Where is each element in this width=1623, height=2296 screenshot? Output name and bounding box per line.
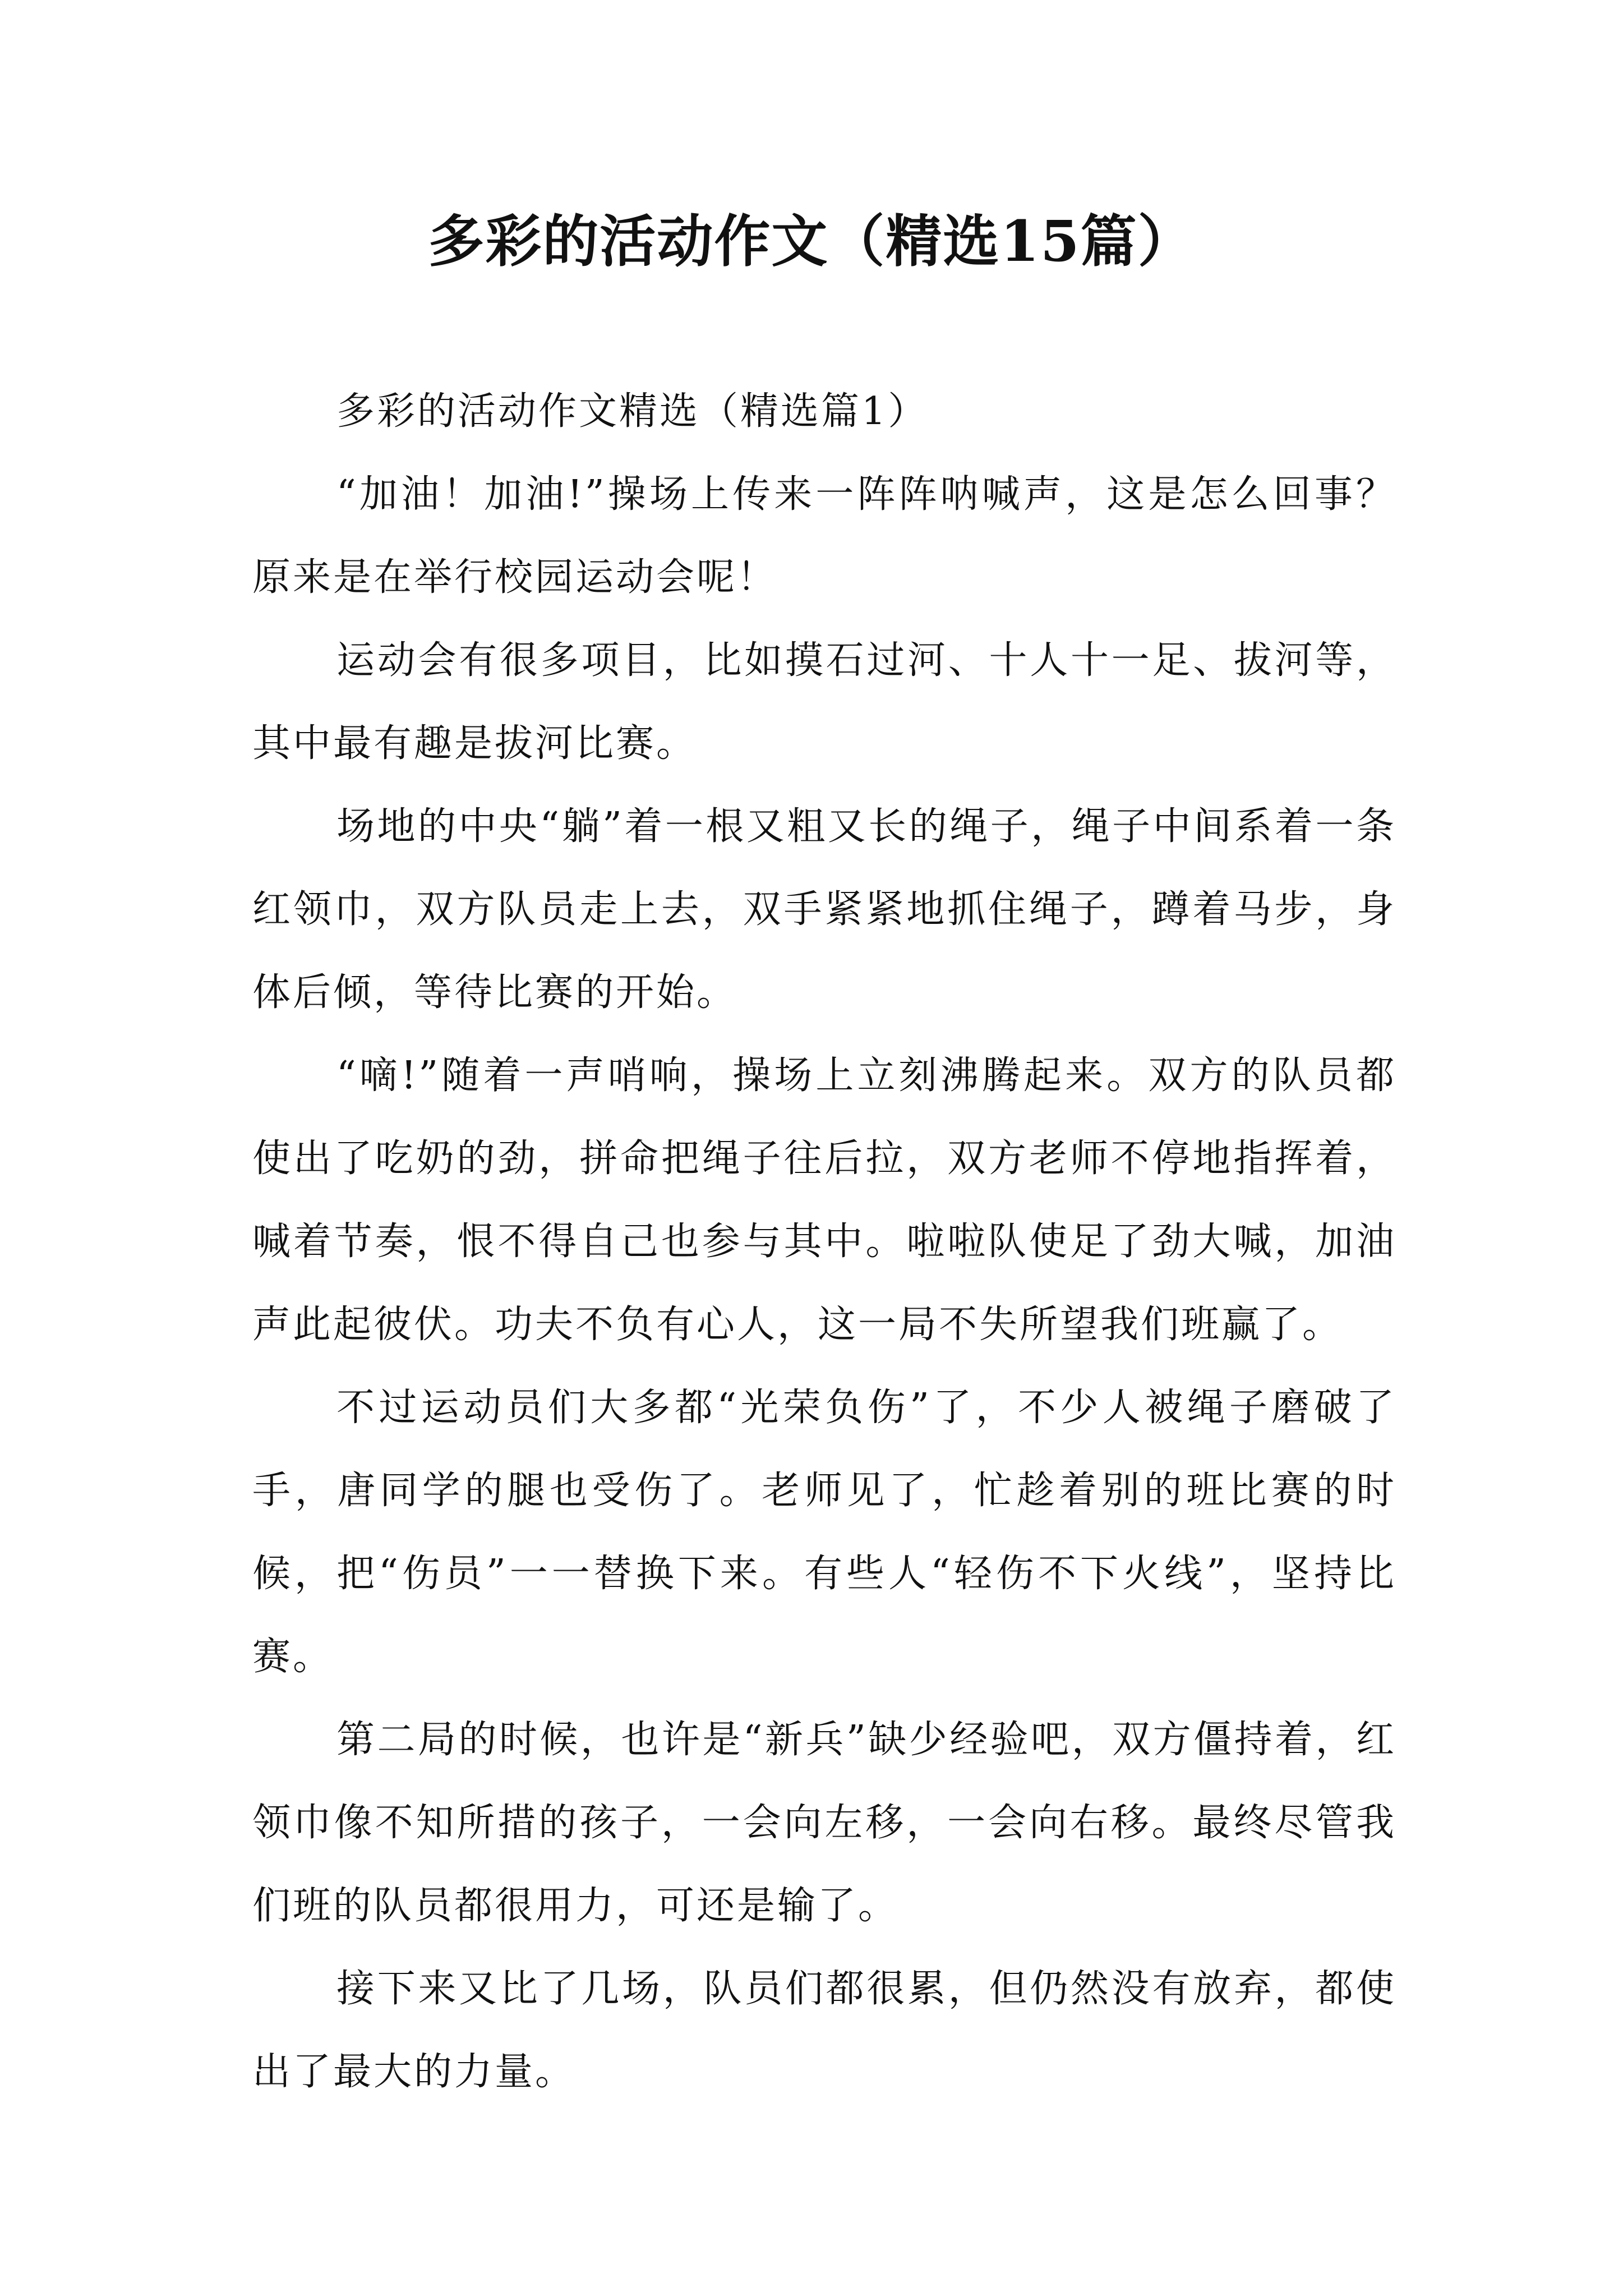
- document-title: 多彩的活动作文（精选15篇）: [428, 208, 1195, 274]
- paragraph-3: 场地的中央“躺”着一根又粗又长的绳子，绳子中间系着一条红领巾，双方队员走上去，双手紧紧地抓住绳子，蹲着马步，身体后倾，等待比赛的开始。: [252, 804, 1396, 1015]
- paragraph-5: 不过运动员们大多都“光荣负伤”了，不少人被绳子磨破了手，唐同学的腿也受伤了。老师见了，忙趁着别的班比赛的时候，把“伤员”一一替换下来。有些人“轻伤不下火线”，坚持比赛。: [252, 1386, 1396, 1679]
- paragraph-7: 接下来又比了几场，队员们都很累，但仍然没有放弃，都使出了最大的力量。: [252, 1967, 1396, 2094]
- document-body: [252, 370, 1396, 2114]
- paragraph-4: “嘀!”随着一声哨响，操场上立刻沸腾起来。双方的队员都使出了吃奶的劲，拼命把绳子往后拉，双方老师不停地指挥着，喊着节奏，恨不得自己也参与其中。啦啦队使足了劲大喊，加油声此起彼伏。功夫不负有心人，这一局不失所望我们班赢了。: [252, 1053, 1396, 1347]
- paragraph-6: 第二局的时候，也许是“新兵”缺少经验吧，双方僵持着，红领巾像不知所措的孩子，一会向左移，一会向右移。最终尽管我们班的队员都很用力，可还是输了。: [252, 1718, 1396, 1928]
- paragraph-1: “加油！加油!”操场上传来一阵阵呐喊声，这是怎么回事？原来是在举行校园运动会呢！: [252, 472, 1396, 600]
- paragraph-2: 运动会有很多项目，比如摸石过河、十人十一足、拔河等，其中最有趣是拔河比赛。: [252, 638, 1396, 766]
- section-heading: 多彩的活动作文精选（精选篇1）: [336, 389, 929, 434]
